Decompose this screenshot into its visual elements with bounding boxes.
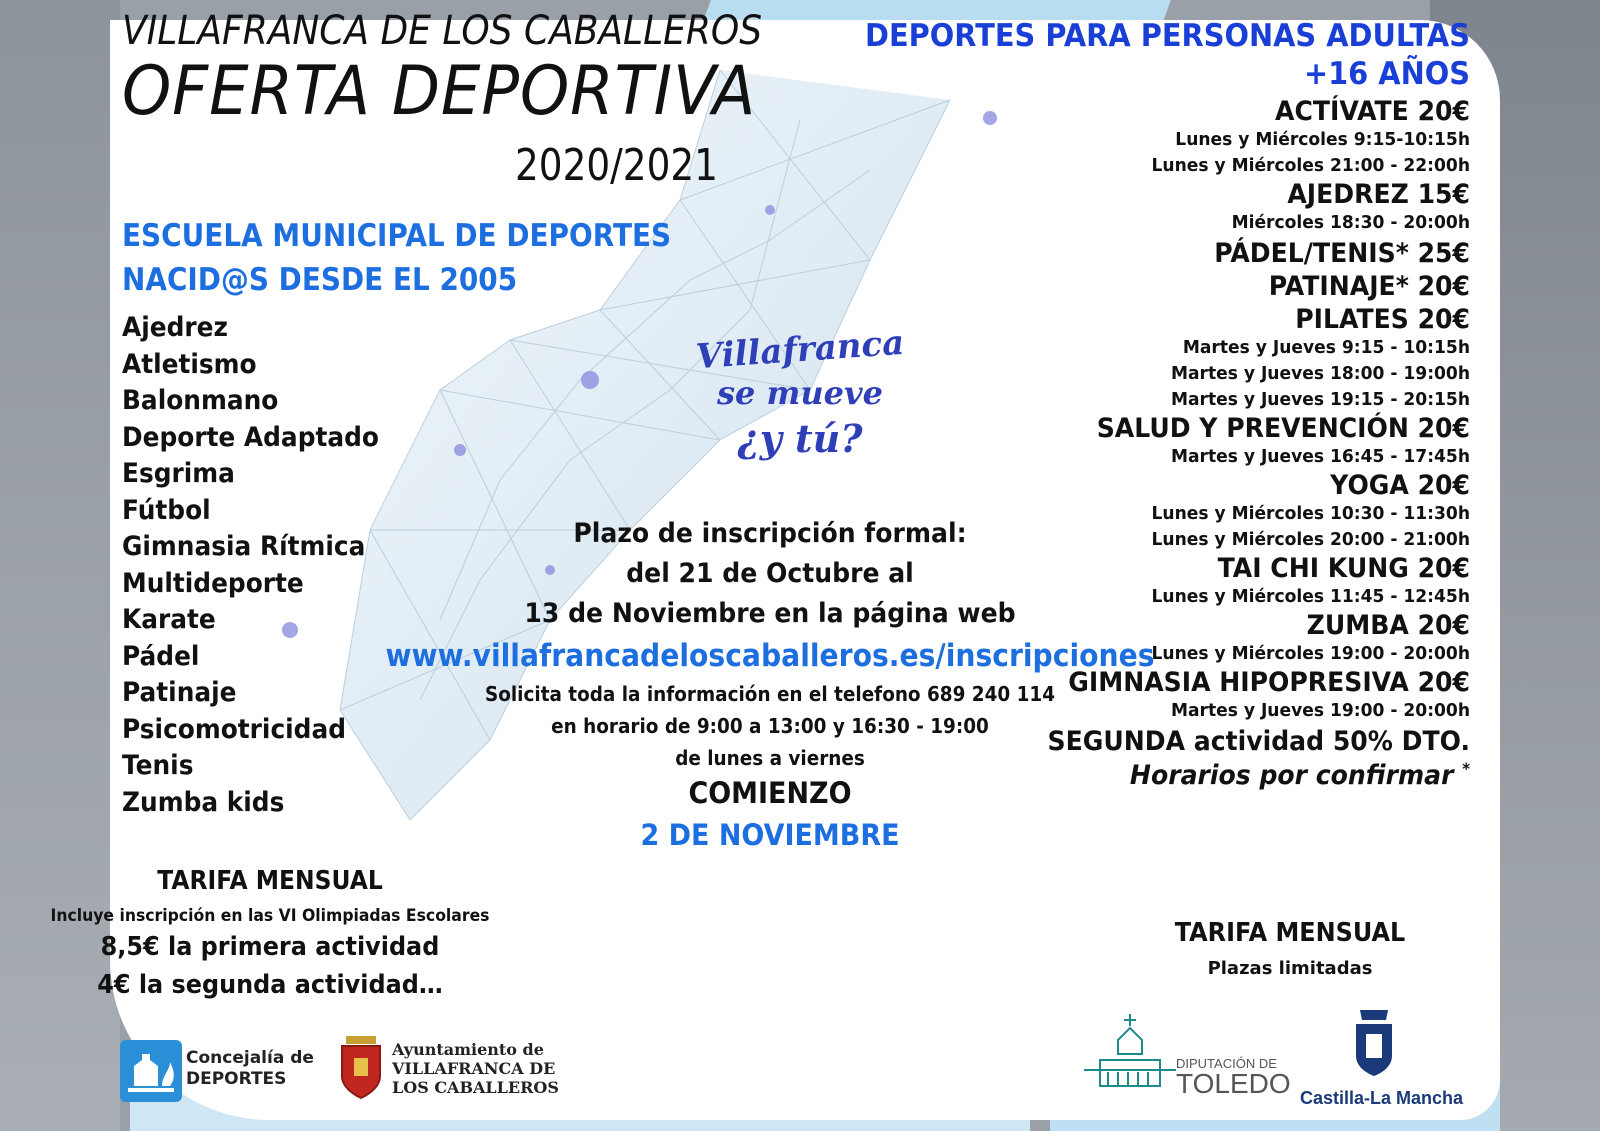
school-heading: ESCUELA MUNICIPAL DE DEPORTES: [122, 218, 672, 254]
list-item: Psicomotricidad: [122, 713, 347, 745]
schedule: Lunes y Miércoles 20:00 - 21:00h: [1151, 529, 1470, 550]
schedule: Martes y Jueves 16:45 - 17:45h: [1170, 446, 1470, 467]
school-price-second: 4€ la segunda actividad…: [97, 970, 443, 1000]
activity-tai-chi: TAI CHI KUNG 20€: [1217, 553, 1470, 584]
list-item: Balonmano: [122, 385, 279, 416]
concejalia-line-1: Concejalía de: [186, 1048, 314, 1068]
adults-heading: DEPORTES PARA PERSONAS ADULTAS: [865, 18, 1470, 54]
clm-logo-text: Castilla-La Mancha: [1300, 1088, 1464, 1108]
list-item: Patinaje: [122, 677, 237, 708]
school-tariff-title: TARIFA MENSUAL: [157, 866, 383, 896]
schedule: Lunes y Miércoles 11:45 - 12:45h: [1151, 586, 1470, 607]
list-item: Deporte Adaptado: [122, 421, 379, 453]
slogan-line-1: Villafranca: [694, 322, 906, 378]
activity-zumba: ZUMBA 20€: [1306, 610, 1470, 641]
registration-line-1: Plazo de inscripción formal:: [573, 518, 967, 549]
town-title: VILLAFRANCA DE LOS CABALLEROS: [122, 8, 763, 54]
diputacion-logo-text: [1176, 1056, 1291, 1097]
concejalia-logo-text: [186, 1048, 314, 1090]
slogan-line-2: se mueve: [717, 374, 883, 412]
list-item: Multideporte: [122, 567, 304, 599]
list-item: Pádel: [122, 640, 200, 672]
schedule: Martes y Jueves 9:15 - 10:15h: [1182, 337, 1470, 358]
schedule: Lunes y Miércoles 21:00 - 22:00h: [1151, 155, 1470, 176]
registration-line-2: del 21 de Octubre al: [626, 558, 914, 589]
start-label: COMIENZO: [688, 776, 852, 810]
activity-patinaje: PATINAJE* 20€: [1268, 271, 1470, 302]
ayuntamiento-line-3: LOS CABALLEROS: [392, 1078, 559, 1097]
list-item: Tenis: [122, 750, 194, 781]
list-item: Gimnasia Rítmica: [122, 531, 366, 562]
school-subheading: NACID@S DESDE EL 2005: [122, 262, 518, 298]
diputacion-line-2: TOLEDO: [1176, 1068, 1291, 1099]
schedule-note-text: Horarios por confirmar: [1129, 760, 1454, 791]
concejalia-line-2: DEPORTES: [186, 1069, 287, 1089]
activity-yoga: YOGA 20€: [1330, 470, 1470, 501]
registration-url-link[interactable]: www.villafrancadeloscaballeros.es/inscripciones: [385, 638, 1155, 674]
activity-salud: SALUD Y PREVENCIÓN 20€: [1096, 413, 1470, 444]
info-days: de lunes a viernes: [675, 746, 865, 770]
schedule-note-mark: *: [1462, 759, 1470, 778]
schedule: Martes y Jueves 19:00 - 20:00h: [1170, 700, 1470, 721]
activity-pilates: PILATES 20€: [1295, 304, 1470, 335]
season-year: 2020/2021: [515, 140, 718, 191]
school-tariff-note: Incluye inscripción en las VI Olimpiadas Escolares: [50, 906, 490, 926]
discount-note: SEGUNDA actividad 50% DTO.: [1047, 726, 1470, 757]
activity-padel-tenis: PÁDEL/TENIS* 25€: [1214, 238, 1470, 269]
list-item: Zumba kids: [122, 786, 285, 818]
info-phone: Solicita toda la información en el telefono 689 240 114: [484, 682, 1056, 706]
schedule: Miércoles 18:30 - 20:00h: [1231, 212, 1470, 233]
list-item: Ajedrez: [122, 312, 228, 343]
activity-activate: ACTÍVATE 20€: [1275, 96, 1470, 127]
info-hours: en horario de 9:00 a 13:00 y 16:30 - 19:00: [551, 714, 989, 738]
start-date: 2 DE NOVIEMBRE: [640, 818, 900, 852]
school-price-first: 8,5€ la primera actividad: [100, 932, 440, 962]
ayuntamiento-line-1: Ayuntamiento de: [392, 1040, 544, 1059]
adults-age: +16 AÑOS: [1303, 56, 1470, 92]
schedule: Martes y Jueves 19:15 - 20:15h: [1170, 389, 1470, 410]
activity-ajedrez: AJEDREZ 15€: [1287, 179, 1470, 210]
registration-line-3: 13 de Noviembre en la página web: [524, 598, 1016, 629]
list-item: Esgrima: [122, 458, 235, 489]
slogan-line-3: ¿y tú?: [737, 416, 863, 461]
adults-section: [770, 18, 1470, 791]
list-item: Karate: [122, 604, 216, 635]
schedule: Lunes y Miércoles 19:00 - 20:00h: [1151, 643, 1470, 664]
activity-hipopresiva: GIMNASIA HIPOPRESIVA 20€: [1068, 667, 1470, 698]
sports-list: [122, 310, 379, 821]
list-item: Atletismo: [122, 348, 257, 380]
schedule: Lunes y Miércoles 10:30 - 11:30h: [1151, 503, 1470, 524]
ayuntamiento-crest-icon: [336, 1032, 386, 1100]
adults-tariff-title: TARIFA MENSUAL: [1174, 918, 1406, 948]
concejalia-logo-icon: [120, 1040, 182, 1102]
list-item: Fútbol: [122, 494, 211, 526]
schedule-note: [819, 759, 1470, 791]
diputacion-line-1: DIPUTACIÓN DE: [1176, 1056, 1277, 1071]
clm-crest-icon: [1352, 1006, 1396, 1080]
adults-tariff-note: Plazas limitadas: [1207, 958, 1373, 979]
diputacion-building-icon: [1080, 1010, 1180, 1100]
schedule: Lunes y Miércoles 9:15-10:15h: [1175, 129, 1470, 150]
ayuntamiento-line-2: VILLAFRANCA DE: [392, 1059, 556, 1078]
ayuntamiento-logo-text: [392, 1040, 559, 1097]
page-title: OFERTA DEPORTIVA: [122, 52, 757, 131]
schedule: Martes y Jueves 18:00 - 19:00h: [1170, 363, 1470, 384]
